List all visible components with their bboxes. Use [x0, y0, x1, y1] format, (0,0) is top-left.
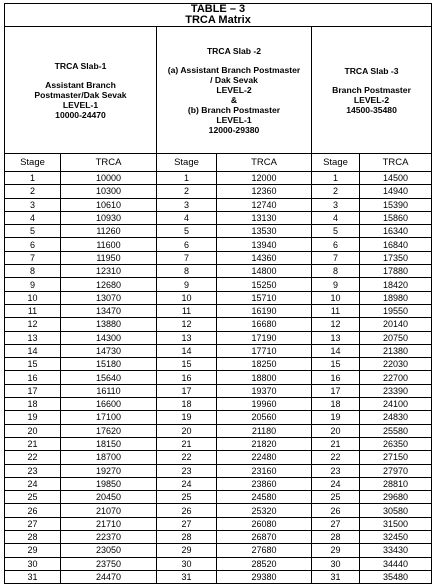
stage-cell: 28: [157, 531, 217, 544]
trca-cell: 17620: [61, 424, 157, 437]
table-title: TABLE – 3: [190, 3, 246, 15]
slab-line: LEVEL-1: [216, 114, 252, 125]
table-row: [5, 531, 432, 544]
trca-cell: 22480: [217, 451, 312, 464]
trca-cell: 16340: [360, 225, 432, 238]
stage-cell: 14: [312, 344, 360, 357]
trca-cell: 30580: [360, 504, 432, 517]
slab-title: TRCA Slab -2: [206, 45, 262, 56]
table-row: [5, 384, 432, 397]
stage-cell: 20: [5, 424, 61, 437]
slab-title: TRCA Slab -3: [344, 65, 399, 76]
trca-cell: 17710: [217, 344, 312, 357]
stage-cell: 11: [157, 304, 217, 317]
trca-cell: 25320: [217, 504, 312, 517]
stage-cell: 14: [5, 344, 61, 357]
trca-cell: 24830: [360, 411, 432, 424]
stage-cell: 2: [312, 185, 360, 198]
trca-cell: 13470: [61, 304, 157, 317]
trca-cell: 18700: [61, 451, 157, 464]
stage-cell: 3: [5, 198, 61, 211]
trca-cell: 20140: [360, 318, 432, 331]
trca-cell: 10000: [61, 172, 157, 185]
stage-cell: 1: [5, 172, 61, 185]
table-row: [5, 318, 432, 331]
trca-cell: 22370: [61, 531, 157, 544]
table-row: [5, 437, 432, 450]
trca-cell: 16680: [217, 318, 312, 331]
stage-cell: 27: [312, 517, 360, 530]
trca-cell: 19370: [217, 384, 312, 397]
stage-cell: 28: [312, 531, 360, 544]
stage-cell: 23: [157, 464, 217, 477]
stage-cell: 4: [312, 211, 360, 224]
slab-line: (a) Assistant Branch Postmaster: [167, 64, 301, 75]
stage-cell: 7: [157, 251, 217, 264]
trca-column-header: TRCA: [217, 154, 312, 172]
stage-cell: 11: [312, 304, 360, 317]
trca-cell: 18150: [61, 437, 157, 450]
trca-cell: 19550: [360, 304, 432, 317]
slab-line: 14500-35480: [346, 104, 397, 115]
table-row: [5, 358, 432, 371]
trca-cell: 18420: [360, 278, 432, 291]
trca-cell: 31500: [360, 517, 432, 530]
trca-cell: 23750: [61, 557, 157, 570]
stage-cell: 22: [157, 451, 217, 464]
slab-line: Branch Postmaster: [332, 84, 411, 95]
trca-cell: 13880: [61, 318, 157, 331]
trca-cell: 16110: [61, 384, 157, 397]
stage-cell: 13: [5, 331, 61, 344]
table-row: [5, 278, 432, 291]
stage-cell: 17: [157, 384, 217, 397]
trca-cell: 13070: [61, 291, 157, 304]
stage-cell: 19: [312, 411, 360, 424]
table-row: [5, 424, 432, 437]
trca-cell: 20450: [61, 491, 157, 504]
stage-cell: 31: [5, 570, 61, 583]
table-row: [5, 398, 432, 411]
stage-cell: 8: [5, 265, 61, 278]
stage-cell: 6: [312, 238, 360, 251]
stage-cell: 5: [157, 225, 217, 238]
stage-cell: 19: [5, 411, 61, 424]
stage-cell: 25: [5, 491, 61, 504]
stage-cell: 13: [157, 331, 217, 344]
trca-cell: 11950: [61, 251, 157, 264]
trca-cell: 23160: [217, 464, 312, 477]
stage-cell: 18: [312, 398, 360, 411]
stage-cell: 2: [5, 185, 61, 198]
slab-line: (b) Branch Postmaster: [187, 104, 281, 115]
stage-cell: 7: [5, 251, 61, 264]
trca-cell: 26350: [360, 437, 432, 450]
stage-column-header: Stage: [157, 154, 217, 172]
table-row: [5, 265, 432, 278]
stage-cell: 17: [5, 384, 61, 397]
table-row: [5, 198, 432, 211]
stage-cell: 9: [5, 278, 61, 291]
slab-line: Postmaster/Dak Sevak: [34, 89, 127, 100]
trca-column-header: TRCA: [360, 154, 432, 172]
trca-cell: 34440: [360, 557, 432, 570]
table-row: [5, 251, 432, 264]
table-row: [5, 464, 432, 477]
stage-cell: 27: [5, 517, 61, 530]
table-row: [5, 331, 432, 344]
trca-cell: 15640: [61, 371, 157, 384]
stage-cell: 18: [157, 398, 217, 411]
stage-cell: 30: [312, 557, 360, 570]
slab-line: LEVEL-2: [353, 94, 390, 105]
stage-cell: 21: [312, 437, 360, 450]
trca-cell: 19270: [61, 464, 157, 477]
table-row: [5, 238, 432, 251]
stage-cell: 31: [157, 570, 217, 583]
trca-cell: 12680: [61, 278, 157, 291]
trca-cell: 32450: [360, 531, 432, 544]
trca-cell: 16840: [360, 238, 432, 251]
table-row: [5, 451, 432, 464]
stage-cell: 27: [157, 517, 217, 530]
table-row: [5, 517, 432, 530]
trca-cell: 11600: [61, 238, 157, 251]
trca-cell: 21070: [61, 504, 157, 517]
stage-cell: 6: [157, 238, 217, 251]
stage-cell: 23: [5, 464, 61, 477]
stage-cell: 3: [157, 198, 217, 211]
stage-cell: 24: [5, 477, 61, 490]
stage-cell: 20: [312, 424, 360, 437]
table-row: [5, 172, 432, 185]
trca-cell: 23390: [360, 384, 432, 397]
column-header-row: [5, 154, 432, 172]
table-row: [5, 504, 432, 517]
trca-cell: 17880: [360, 265, 432, 278]
trca-cell: 17350: [360, 251, 432, 264]
trca-cell: 21820: [217, 437, 312, 450]
stage-cell: 28: [5, 531, 61, 544]
trca-cell: 33430: [360, 544, 432, 557]
trca-cell: 17190: [217, 331, 312, 344]
trca-cell: 20750: [360, 331, 432, 344]
trca-cell: 13940: [217, 238, 312, 251]
trca-cell: 14500: [360, 172, 432, 185]
stage-cell: 15: [157, 358, 217, 371]
stage-cell: 26: [312, 504, 360, 517]
stage-cell: 30: [157, 557, 217, 570]
stage-cell: 22: [5, 451, 61, 464]
trca-cell: 24580: [217, 491, 312, 504]
trca-cell: 29680: [360, 491, 432, 504]
trca-cell: 21180: [217, 424, 312, 437]
stage-cell: 5: [5, 225, 61, 238]
stage-cell: 26: [157, 504, 217, 517]
stage-cell: 25: [312, 491, 360, 504]
stage-cell: 10: [5, 291, 61, 304]
trca-cell: 26080: [217, 517, 312, 530]
stage-cell: 19: [157, 411, 217, 424]
stage-cell: 3: [312, 198, 360, 211]
stage-cell: 18: [5, 398, 61, 411]
trca-cell: 14940: [360, 185, 432, 198]
stage-cell: 21: [157, 437, 217, 450]
stage-cell: 17: [312, 384, 360, 397]
trca-cell: 26870: [217, 531, 312, 544]
slab-line: Assistant Branch: [45, 79, 116, 90]
stage-column-header: Stage: [5, 154, 61, 172]
trca-cell: 12310: [61, 265, 157, 278]
stage-cell: 15: [312, 358, 360, 371]
table-row: [5, 491, 432, 504]
trca-cell: 10610: [61, 198, 157, 211]
trca-cell: 21710: [61, 517, 157, 530]
trca-cell: 25580: [360, 424, 432, 437]
stage-cell: 30: [5, 557, 61, 570]
trca-cell: 28520: [217, 557, 312, 570]
stage-cell: 12: [157, 318, 217, 331]
trca-cell: 23050: [61, 544, 157, 557]
stage-cell: 25: [157, 491, 217, 504]
trca-cell: 22700: [360, 371, 432, 384]
slab-line: 12000-29380: [208, 124, 260, 135]
stage-cell: 26: [5, 504, 61, 517]
trca-cell: 13130: [217, 211, 312, 224]
trca-cell: 14730: [61, 344, 157, 357]
stage-cell: 22: [312, 451, 360, 464]
stage-cell: 4: [5, 211, 61, 224]
slab-line: 10000-24470: [55, 109, 106, 120]
stage-cell: 5: [312, 225, 360, 238]
trca-cell: 18980: [360, 291, 432, 304]
slab-header-row: [5, 27, 432, 154]
stage-cell: 29: [312, 544, 360, 557]
slab-line: LEVEL-2: [216, 84, 252, 95]
table-row: [5, 557, 432, 570]
trca-cell: 14300: [61, 331, 157, 344]
stage-cell: 16: [5, 371, 61, 384]
stage-cell: 10: [157, 291, 217, 304]
table-row: [5, 371, 432, 384]
stage-cell: 24: [312, 477, 360, 490]
trca-cell: 16600: [61, 398, 157, 411]
slab-3-header: [312, 27, 432, 154]
trca-cell: 17100: [61, 411, 157, 424]
trca-cell: 21380: [360, 344, 432, 357]
slab-line: &: [230, 94, 238, 105]
trca-cell: 12000: [217, 172, 312, 185]
table-caption: [5, 4, 432, 27]
table-row: [5, 291, 432, 304]
stage-cell: 12: [312, 318, 360, 331]
stage-cell: 21: [5, 437, 61, 450]
stage-cell: 13: [312, 331, 360, 344]
stage-cell: 14: [157, 344, 217, 357]
trca-cell: 24100: [360, 398, 432, 411]
trca-cell: 15390: [360, 198, 432, 211]
trca-column-header: TRCA: [61, 154, 157, 172]
trca-cell: 12360: [217, 185, 312, 198]
trca-cell: 15250: [217, 278, 312, 291]
trca-cell: 29380: [217, 570, 312, 583]
table-row: [5, 185, 432, 198]
table-caption-row: [5, 4, 432, 27]
stage-cell: 11: [5, 304, 61, 317]
trca-cell: 14360: [217, 251, 312, 264]
trca-cell: 15710: [217, 291, 312, 304]
table-row: [5, 344, 432, 357]
slab-1-header: [5, 27, 157, 154]
slab-line: / Dak Sevak: [210, 74, 258, 85]
stage-cell: 31: [312, 570, 360, 583]
table-subtitle: TRCA Matrix: [185, 14, 251, 26]
trca-cell: 13530: [217, 225, 312, 238]
trca-cell: 28810: [360, 477, 432, 490]
trca-cell: 27150: [360, 451, 432, 464]
stage-cell: 9: [157, 278, 217, 291]
trca-cell: 15180: [61, 358, 157, 371]
stage-cell: 8: [157, 265, 217, 278]
stage-cell: 24: [157, 477, 217, 490]
stage-cell: 9: [312, 278, 360, 291]
trca-matrix-table: [4, 3, 432, 584]
table-row: [5, 211, 432, 224]
stage-cell: 15: [5, 358, 61, 371]
trca-cell: 35480: [360, 570, 432, 583]
stage-cell: 16: [312, 371, 360, 384]
stage-cell: 7: [312, 251, 360, 264]
table-row: [5, 411, 432, 424]
trca-cell: 27970: [360, 464, 432, 477]
stage-cell: 6: [5, 238, 61, 251]
stage-column-header: Stage: [312, 154, 360, 172]
trca-cell: 14800: [217, 265, 312, 278]
trca-cell: 20560: [217, 411, 312, 424]
stage-cell: 23: [312, 464, 360, 477]
slab-line: LEVEL-1: [62, 99, 99, 110]
trca-cell: 12740: [217, 198, 312, 211]
stage-cell: 10: [312, 291, 360, 304]
trca-cell: 10930: [61, 211, 157, 224]
stage-cell: 16: [157, 371, 217, 384]
trca-cell: 10300: [61, 185, 157, 198]
table-row: [5, 477, 432, 490]
table-row: [5, 570, 432, 583]
trca-cell: 24470: [61, 570, 157, 583]
trca-cell: 18800: [217, 371, 312, 384]
trca-cell: 19960: [217, 398, 312, 411]
slab-title: TRCA Slab-1: [54, 60, 107, 71]
stage-cell: 8: [312, 265, 360, 278]
stage-cell: 20: [157, 424, 217, 437]
trca-cell: 22030: [360, 358, 432, 371]
table-row: [5, 544, 432, 557]
table-row: [5, 225, 432, 238]
slab-2-header: [157, 27, 312, 154]
trca-cell: 16190: [217, 304, 312, 317]
trca-cell: 23860: [217, 477, 312, 490]
stage-cell: 12: [5, 318, 61, 331]
stage-cell: 2: [157, 185, 217, 198]
trca-cell: 18250: [217, 358, 312, 371]
stage-cell: 1: [157, 172, 217, 185]
trca-cell: 11260: [61, 225, 157, 238]
stage-cell: 1: [312, 172, 360, 185]
trca-cell: 19850: [61, 477, 157, 490]
stage-cell: 29: [157, 544, 217, 557]
trca-cell: 15860: [360, 211, 432, 224]
stage-cell: 29: [5, 544, 61, 557]
stage-cell: 4: [157, 211, 217, 224]
table-row: [5, 304, 432, 317]
trca-cell: 27680: [217, 544, 312, 557]
